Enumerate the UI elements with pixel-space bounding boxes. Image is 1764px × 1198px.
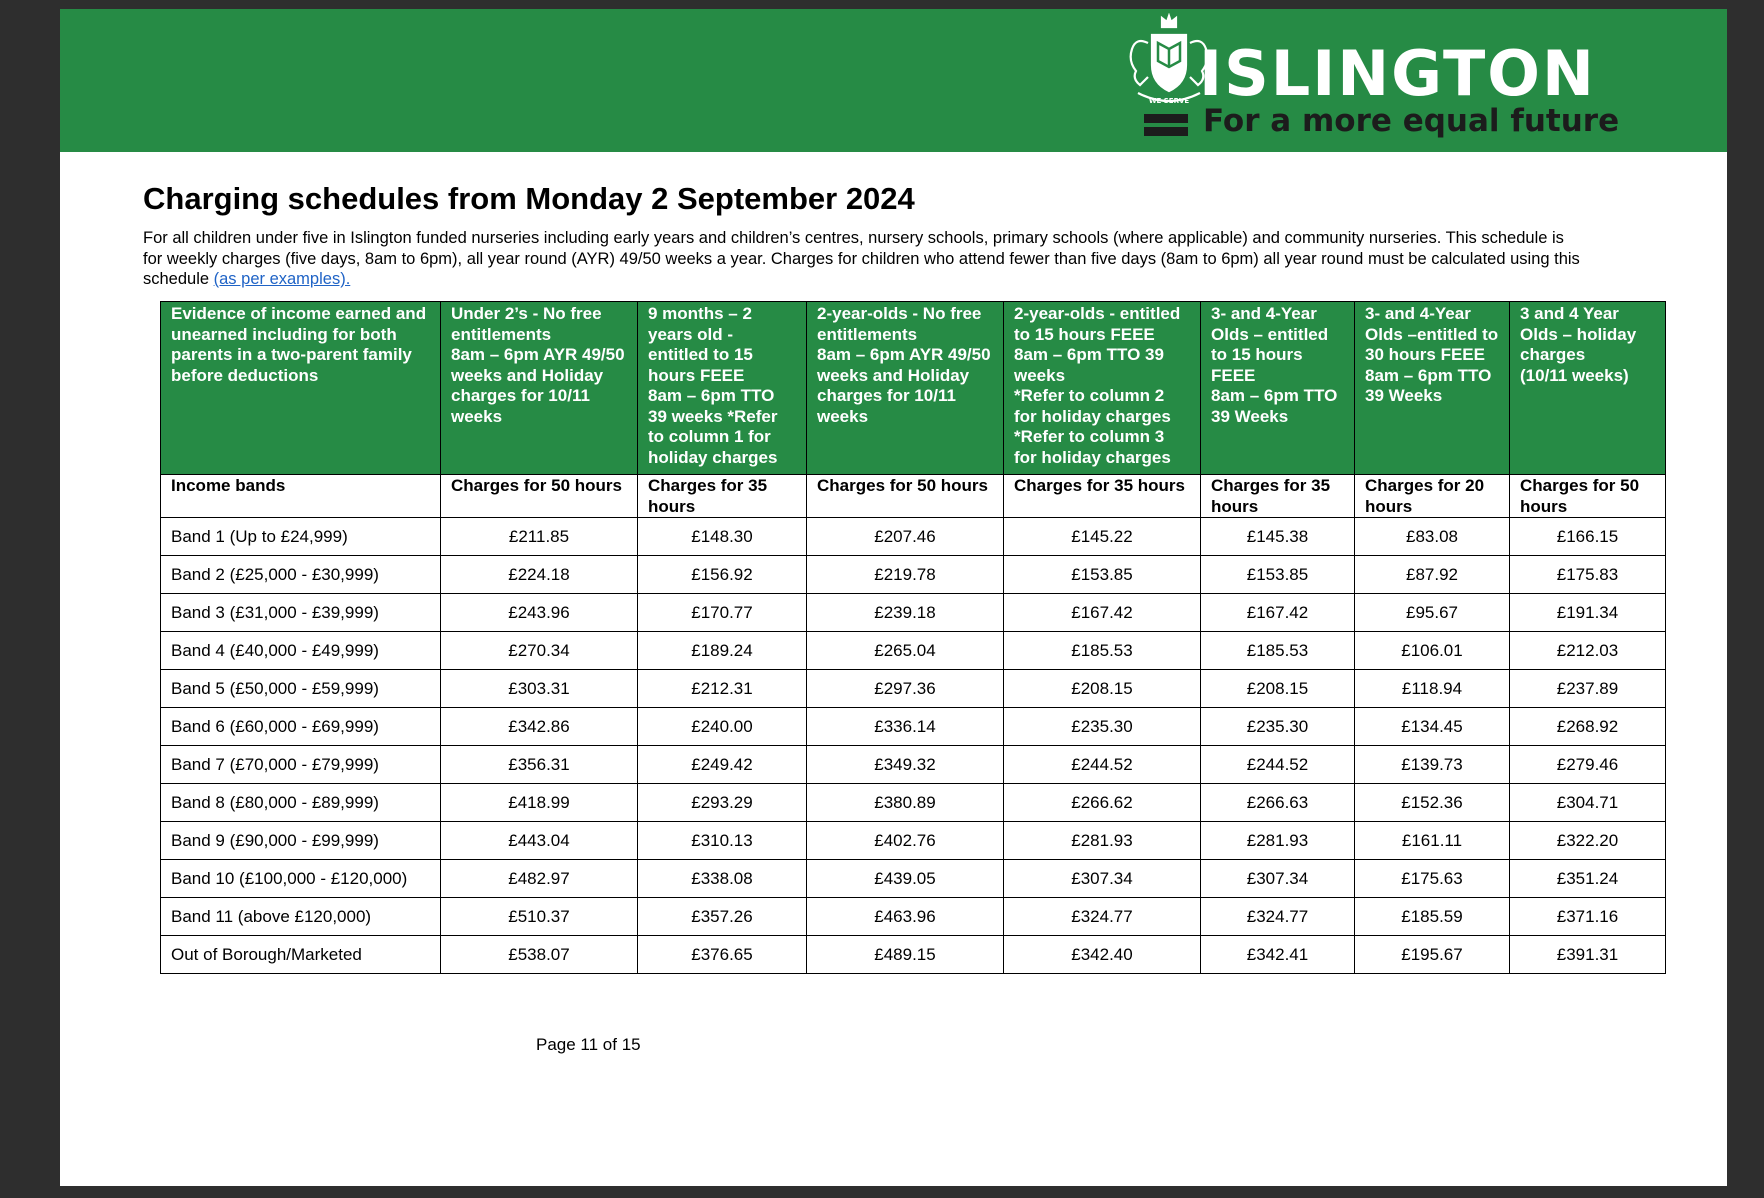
charge-cell: £266.62: [1004, 784, 1201, 822]
column-header-row: [161, 302, 1666, 475]
logo-title: ISLINGTON: [1199, 37, 1596, 110]
examples-link[interactable]: (as per examples).: [213, 270, 351, 288]
sub-header: Charges for 35 hours: [638, 475, 807, 518]
charge-cell: £185.59: [1355, 898, 1510, 936]
column-header: Evidence of income earned and unearned including for both parents in a two-parent family before deductions: [161, 302, 441, 475]
sub-header: Charges for 35 hours: [1201, 475, 1355, 518]
charge-cell: £463.96: [807, 898, 1004, 936]
equals-icon: [1144, 112, 1188, 138]
intro-text: For all children under five in Islington funded nurseries including early years and children’s centres, nursery schools, primary schools (where applicable) and community nurseries. This schedule is for weekly charges (five days, 8am to 6pm), all year round (AYR) 49/50 weeks a year. Charges for children who attend fewer than five days (8am to 6pm) all year round must be calculated using this schedule: [143, 229, 1580, 288]
charge-cell: £244.52: [1004, 746, 1201, 784]
charge-cell: £185.53: [1201, 632, 1355, 670]
charging-schedule-table: [160, 301, 1666, 974]
charge-cell: £279.46: [1510, 746, 1666, 784]
charge-cell: £106.01: [1355, 632, 1510, 670]
charge-cell: £310.13: [638, 822, 807, 860]
charge-cell: £357.26: [638, 898, 807, 936]
charge-cell: £322.20: [1510, 822, 1666, 860]
charge-cell: £510.37: [441, 898, 638, 936]
charge-cell: £152.36: [1355, 784, 1510, 822]
charge-cell: £156.92: [638, 556, 807, 594]
charge-cell: £166.15: [1510, 518, 1666, 556]
charge-cell: £167.42: [1004, 594, 1201, 632]
charge-cell: £189.24: [638, 632, 807, 670]
charge-cell: £293.29: [638, 784, 807, 822]
table-row: [161, 898, 1666, 936]
charge-cell: £212.03: [1510, 632, 1666, 670]
charge-cell: £224.18: [441, 556, 638, 594]
charge-cell: £307.34: [1004, 860, 1201, 898]
charge-cell: £324.77: [1201, 898, 1355, 936]
charge-cell: £195.67: [1355, 936, 1510, 974]
charge-cell: £235.30: [1004, 708, 1201, 746]
column-header: 3 and 4 Year Olds – holiday charges (10/11 weeks): [1510, 302, 1666, 475]
charge-cell: £153.85: [1004, 556, 1201, 594]
charge-cell: £212.31: [638, 670, 807, 708]
charge-cell: £443.04: [441, 822, 638, 860]
charge-cell: £356.31: [441, 746, 638, 784]
charge-cell: £380.89: [807, 784, 1004, 822]
charge-cell: £208.15: [1004, 670, 1201, 708]
table-row: [161, 746, 1666, 784]
charge-cell: £297.36: [807, 670, 1004, 708]
charge-cell: £170.77: [638, 594, 807, 632]
charge-cell: £307.34: [1201, 860, 1355, 898]
column-header: 2-year-olds - entitled to 15 hours FEEE 8am – 6pm TTO 39 weeks *Refer to column 2 for holiday charges *Refer to column 3 for holiday charges: [1004, 302, 1201, 475]
column-header: 3- and 4-Year Olds –entitled to 30 hours FEEE 8am – 6pm TTO 39 Weeks: [1355, 302, 1510, 475]
table-row: [161, 670, 1666, 708]
charge-cell: £244.52: [1201, 746, 1355, 784]
charge-cell: £351.24: [1510, 860, 1666, 898]
charge-cell: £281.93: [1201, 822, 1355, 860]
charge-cell: £148.30: [638, 518, 807, 556]
income-band-cell: Band 10 (£100,000 - £120,000): [161, 860, 441, 898]
charge-cell: £281.93: [1004, 822, 1201, 860]
charge-cell: £338.08: [638, 860, 807, 898]
charge-cell: £266.63: [1201, 784, 1355, 822]
page-title: Charging schedules from Monday 2 September 2024: [143, 181, 915, 216]
charge-cell: £219.78: [807, 556, 1004, 594]
income-band-cell: Band 7 (£70,000 - £79,999): [161, 746, 441, 784]
crest-motto: WE SERVE: [1148, 97, 1190, 105]
charge-cell: £342.41: [1201, 936, 1355, 974]
sub-header: Charges for 20 hours: [1355, 475, 1510, 518]
charge-cell: £489.15: [807, 936, 1004, 974]
table-row: [161, 632, 1666, 670]
charge-cell: £303.31: [441, 670, 638, 708]
sub-header: Charges for 50 hours: [1510, 475, 1666, 518]
charge-cell: £191.34: [1510, 594, 1666, 632]
sub-header: Charges for 50 hours: [807, 475, 1004, 518]
charge-cell: £349.32: [807, 746, 1004, 784]
income-band-cell: Band 3 (£31,000 - £39,999): [161, 594, 441, 632]
charge-cell: £324.77: [1004, 898, 1201, 936]
charge-cell: £208.15: [1201, 670, 1355, 708]
table-row: [161, 822, 1666, 860]
page-number: Page 11 of 15: [536, 1035, 641, 1054]
sub-header: Income bands: [161, 475, 441, 518]
charge-cell: £270.34: [441, 632, 638, 670]
charge-cell: £265.04: [807, 632, 1004, 670]
column-header: 9 months – 2 years old - entitled to 15 hours FEEE 8am – 6pm TTO 39 weeks *Refer to column 1 for holiday charges: [638, 302, 807, 475]
charge-cell: £376.65: [638, 936, 807, 974]
table-row: [161, 556, 1666, 594]
charge-cell: £304.71: [1510, 784, 1666, 822]
income-band-cell: Out of Borough/Marketed: [161, 936, 441, 974]
charge-cell: £336.14: [807, 708, 1004, 746]
charge-cell: £439.05: [807, 860, 1004, 898]
charge-cell: £83.08: [1355, 518, 1510, 556]
charge-cell: £371.16: [1510, 898, 1666, 936]
sub-header-row: [161, 475, 1666, 518]
logo-tagline: For a more equal future: [1203, 103, 1620, 139]
charge-cell: £207.46: [807, 518, 1004, 556]
charge-cell: £185.53: [1004, 632, 1201, 670]
charge-cell: £249.42: [638, 746, 807, 784]
charge-cell: £95.67: [1355, 594, 1510, 632]
charge-cell: £418.99: [441, 784, 638, 822]
charge-cell: £538.07: [441, 936, 638, 974]
charge-cell: £235.30: [1201, 708, 1355, 746]
charge-cell: £134.45: [1355, 708, 1510, 746]
charge-cell: £211.85: [441, 518, 638, 556]
charge-cell: £237.89: [1510, 670, 1666, 708]
table-row: [161, 518, 1666, 556]
charge-cell: £482.97: [441, 860, 638, 898]
charge-cell: £161.11: [1355, 822, 1510, 860]
income-band-cell: Band 4 (£40,000 - £49,999): [161, 632, 441, 670]
sub-header: Charges for 35 hours: [1004, 475, 1201, 518]
charge-cell: £153.85: [1201, 556, 1355, 594]
intro-paragraph: [143, 228, 1583, 290]
table-row: [161, 708, 1666, 746]
charge-cell: £175.63: [1355, 860, 1510, 898]
charge-cell: £167.42: [1201, 594, 1355, 632]
table-row: [161, 860, 1666, 898]
income-band-cell: Band 2 (£25,000 - £30,999): [161, 556, 441, 594]
document-page: [60, 9, 1727, 1186]
charge-cell: £87.92: [1355, 556, 1510, 594]
charge-cell: £240.00: [638, 708, 807, 746]
income-band-cell: Band 9 (£90,000 - £99,999): [161, 822, 441, 860]
charge-cell: £391.31: [1510, 936, 1666, 974]
table-body: [161, 518, 1666, 974]
column-header: 2-year-olds - No free entitlements 8am – 6pm AYR 49/50 weeks and Holiday charges for 10/11 weeks: [807, 302, 1004, 475]
table-row: [161, 594, 1666, 632]
table-row: [161, 936, 1666, 974]
income-band-cell: Band 11 (above £120,000): [161, 898, 441, 936]
charge-cell: £145.22: [1004, 518, 1201, 556]
charge-cell: £268.92: [1510, 708, 1666, 746]
charge-cell: £139.73: [1355, 746, 1510, 784]
income-band-cell: Band 8 (£80,000 - £89,999): [161, 784, 441, 822]
charge-cell: £402.76: [807, 822, 1004, 860]
charge-cell: £342.40: [1004, 936, 1201, 974]
charge-cell: £243.96: [441, 594, 638, 632]
sub-header: Charges for 50 hours: [441, 475, 638, 518]
charge-cell: £175.83: [1510, 556, 1666, 594]
charge-cell: £342.86: [441, 708, 638, 746]
charge-cell: £239.18: [807, 594, 1004, 632]
charge-cell: £118.94: [1355, 670, 1510, 708]
table-row: [161, 784, 1666, 822]
column-header: 3- and 4-Year Olds – entitled to 15 hours FEEE 8am – 6pm TTO 39 Weeks: [1201, 302, 1355, 475]
charge-cell: £145.38: [1201, 518, 1355, 556]
income-band-cell: Band 5 (£50,000 - £59,999): [161, 670, 441, 708]
header-banner: [60, 9, 1727, 152]
income-band-cell: Band 6 (£60,000 - £69,999): [161, 708, 441, 746]
column-header: Under 2’s - No free entitlements 8am – 6pm AYR 49/50 weeks and Holiday charges for 10/11 weeks: [441, 302, 638, 475]
income-band-cell: Band 1 (Up to £24,999): [161, 518, 441, 556]
